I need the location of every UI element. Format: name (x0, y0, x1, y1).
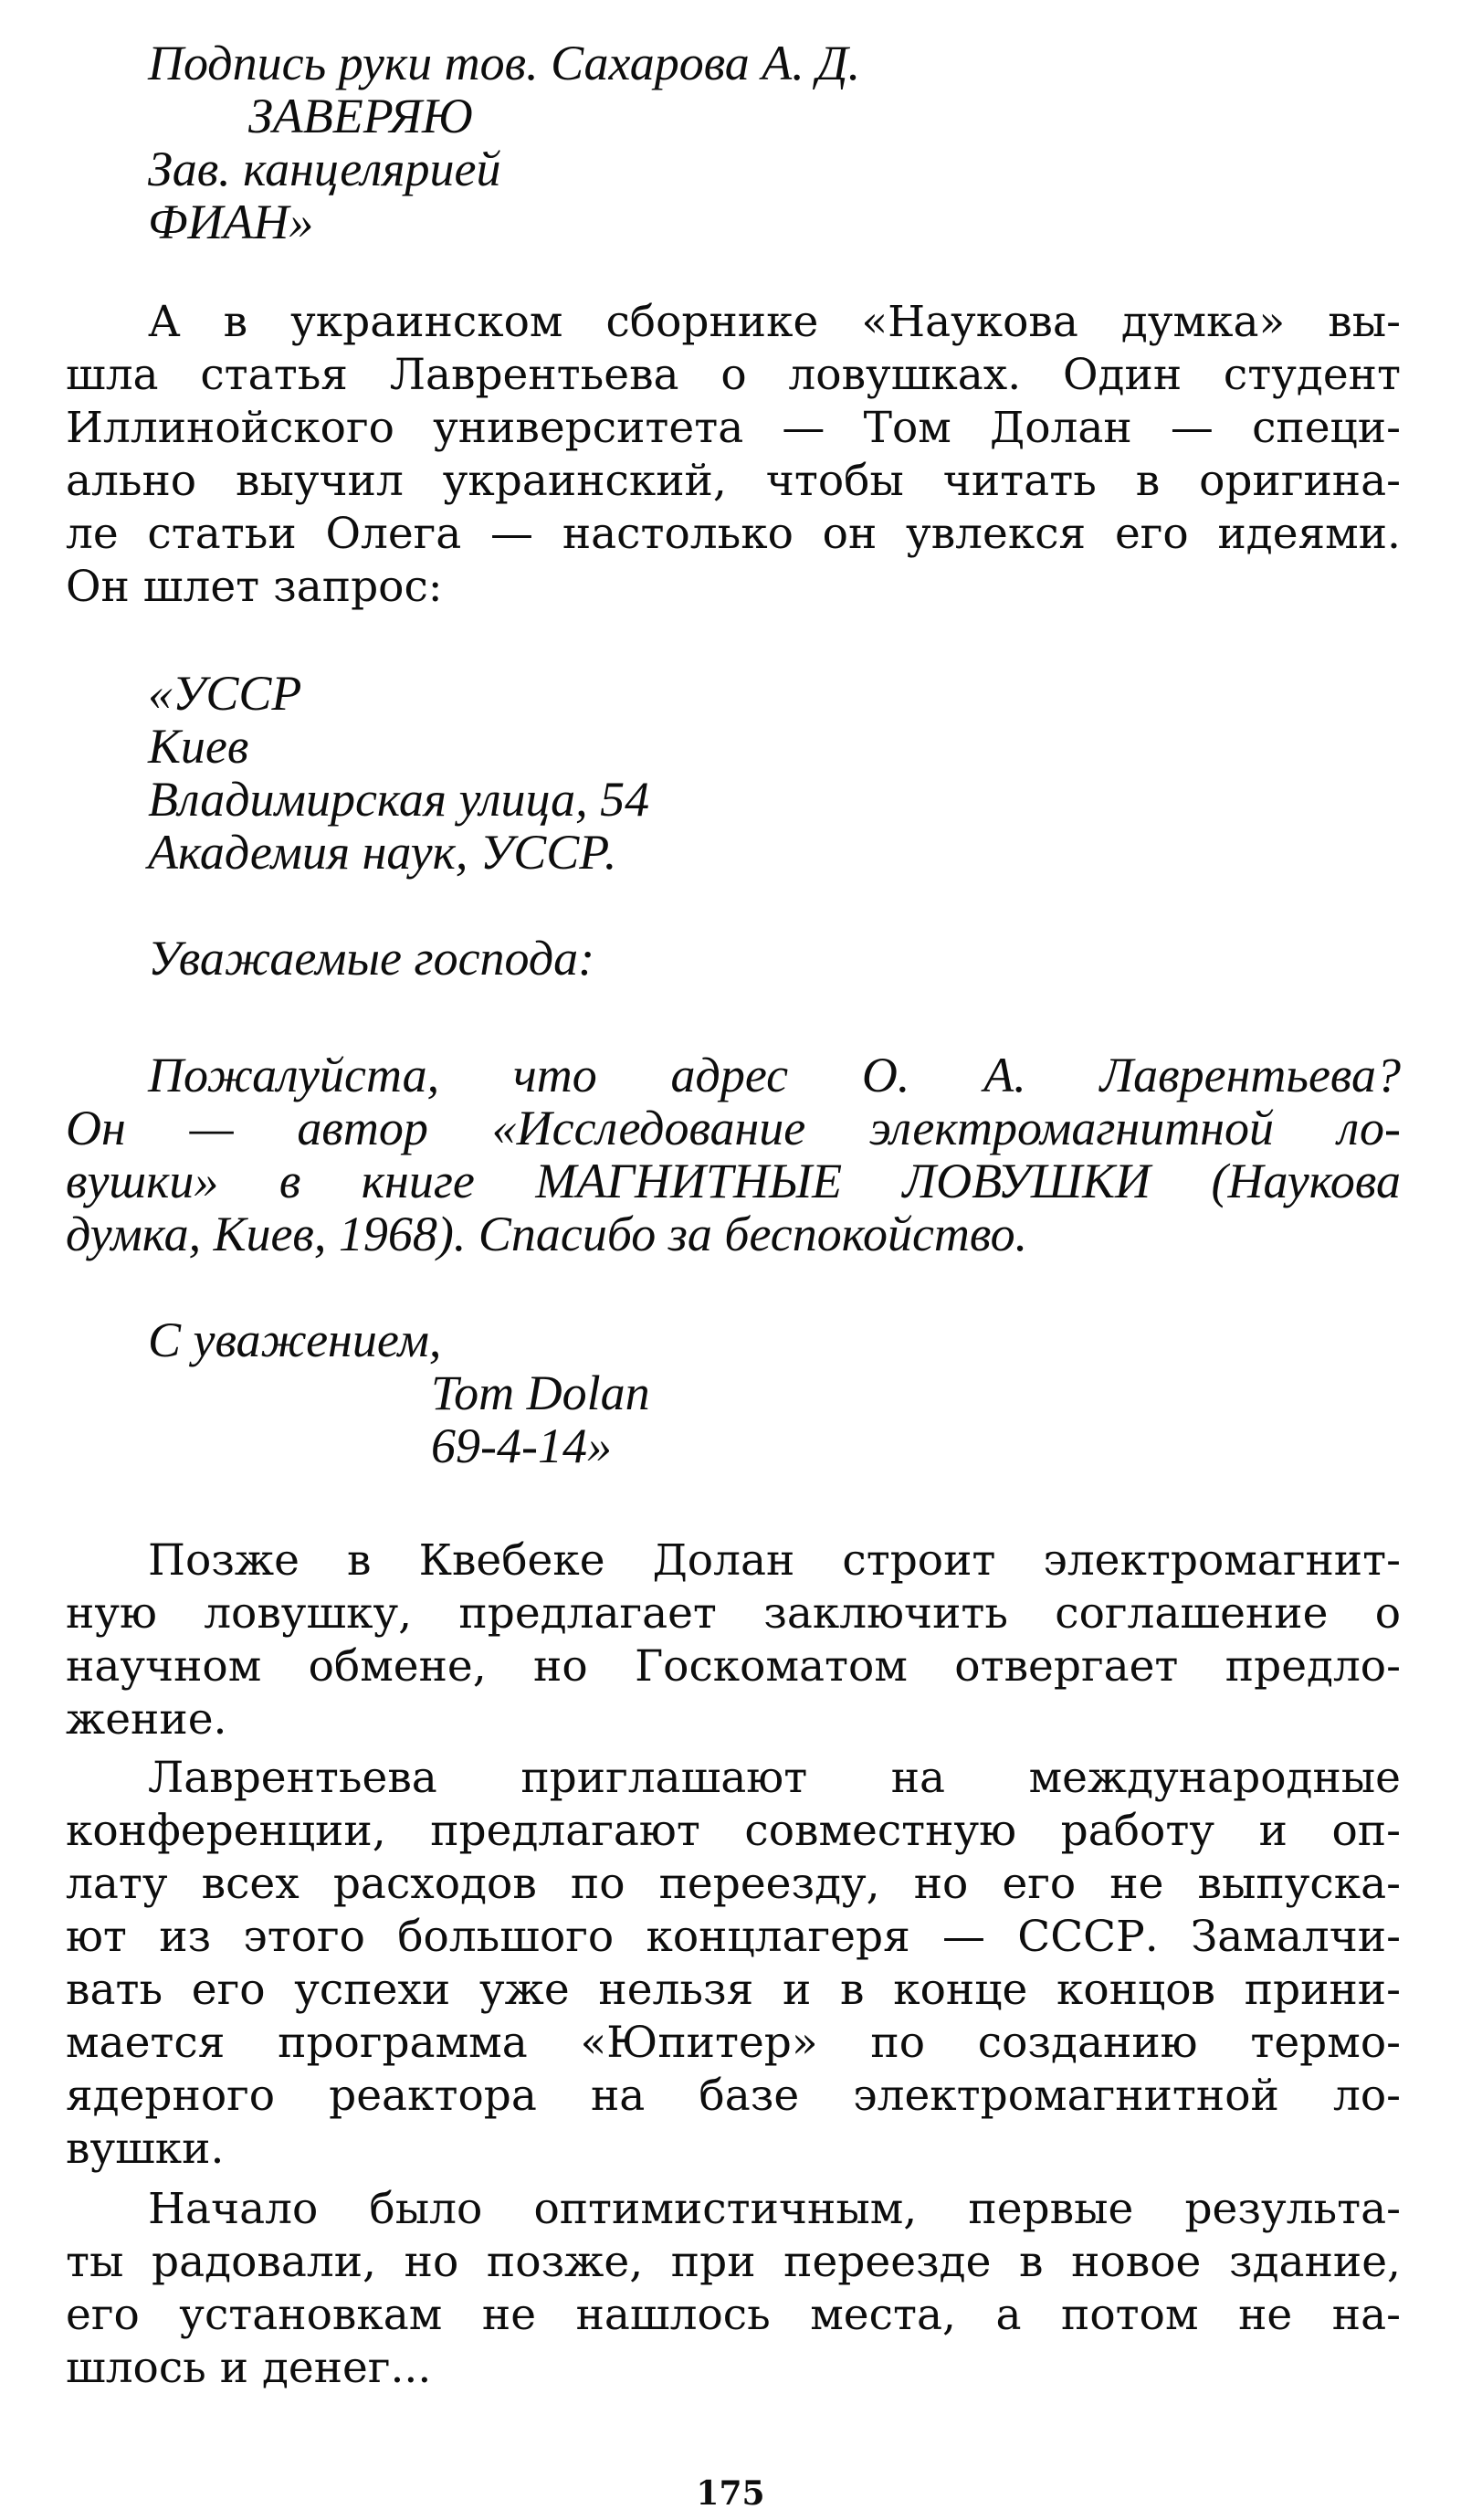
letter-signature: Tom Dolan (431, 1365, 650, 1420)
letter-line: Он — автор «Исследование электромагнитной ло- (66, 1101, 1401, 1155)
paragraph-line: шлось и денег... (66, 2343, 432, 2393)
paragraph-line: жение. (66, 1694, 227, 1745)
paragraph-line: конференции, предлагают совместную работу и оп- (66, 1806, 1401, 1856)
paragraph-line: вать его успехи уже нельзя и в конце концов прини- (66, 1965, 1401, 2015)
paragraph-line: мается программа «Юпитер» по созданию термо- (66, 2018, 1401, 2068)
letter-date: 69-4-14» (431, 1418, 612, 1473)
paragraph-line: ядерного реактора на базе электромагнитной ло- (66, 2071, 1401, 2121)
paragraph-line: Начало было оптимистичным, первые результа- (148, 2184, 1401, 2234)
paragraph-line: ную ловушку, предлагает заключить соглашение о (66, 1588, 1401, 1639)
paragraph-line: научном обмене, но Госкоматом отвергает предло- (66, 1641, 1401, 1692)
letter-line: вушки» в книге МАГНИТНЫЕ ЛОВУШКИ (Наукова (66, 1154, 1401, 1208)
paragraph-line: его установкам не нашлось места, а потом не на- (66, 2290, 1401, 2340)
letter-line: Пожалуйста, что адрес О. А. Лаврентьева? (148, 1048, 1401, 1102)
page-number: 175 (696, 2474, 765, 2513)
address-line: Академия наук, УССР. (148, 825, 617, 880)
paragraph-line: шла статья Лаврентьева о ловушках. Один студент (66, 350, 1401, 400)
paragraph-line: ты радовали, но позже, при переезде в новое здание, (66, 2237, 1401, 2287)
paragraph-line: ют из этого большого концлагеря — СССР. Замалчи- (66, 1912, 1401, 1962)
letter-line: думка, Киев, 1968). Спасибо за беспокойство. (66, 1207, 1028, 1261)
paragraph-line: Позже в Квебеке Долан строит электромагнит- (148, 1535, 1401, 1586)
paragraph-line: А в украинском сборнике «Наукова думка» вы- (148, 297, 1401, 347)
paragraph-line: Лаврентьева приглашают на международные (148, 1753, 1401, 1803)
paragraph-line: Иллинойского университета — Том Долан — специ- (66, 403, 1401, 453)
paragraph-line: Он шлет запрос: (66, 562, 443, 612)
certification-line: ФИАН» (148, 195, 314, 249)
paragraph-line: вушки. (66, 2124, 225, 2174)
paragraph-line: лату всех расходов по переезду, но его не выпуска- (66, 1859, 1401, 1909)
certification-line: Зав. канцелярией (148, 142, 501, 196)
paragraph-line: ально выучил украинский, чтобы читать в оригина- (66, 456, 1401, 506)
address-line: Киев (148, 719, 249, 774)
address-line: Владимирская улица, 54 (148, 772, 650, 827)
salutation: Уважаемые господа: (148, 931, 595, 986)
paragraph-line: ле статьи Олега — настолько он увлекся его идеями. (66, 509, 1401, 559)
certification-line: Подпись руки тов. Сахарова А. Д. (148, 36, 861, 90)
letter-closing: С уважением, (148, 1313, 442, 1367)
address-line: «УССР (148, 666, 302, 721)
certification-line: ЗАВЕРЯЮ (248, 89, 473, 143)
